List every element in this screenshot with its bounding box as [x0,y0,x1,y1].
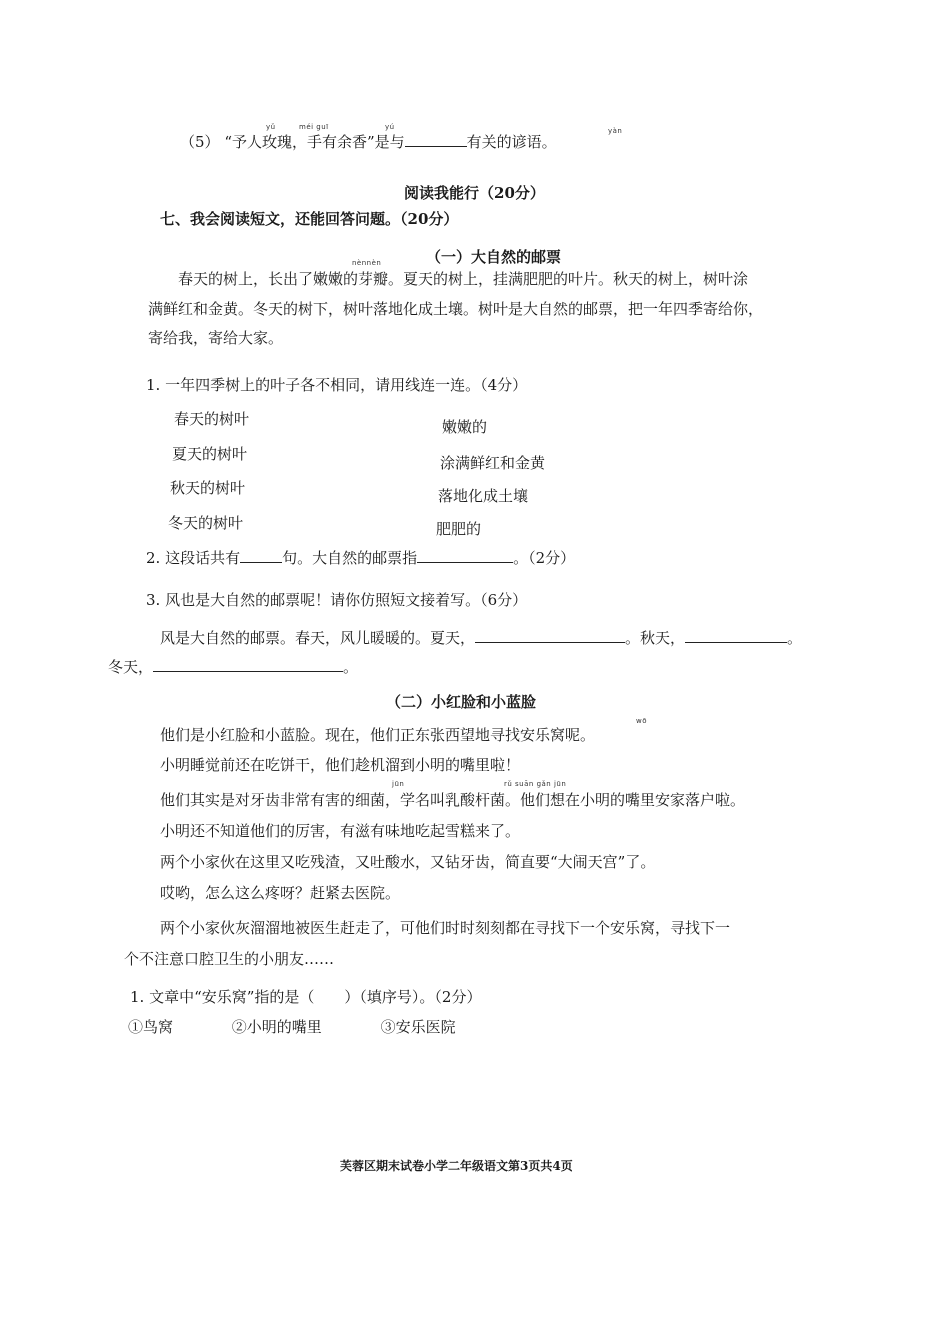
section-title: 阅读我能行（20分） [404,184,545,202]
writing-line [108,656,358,677]
question-text: 2. 这段话共有 [146,549,241,567]
answer-blank[interactable] [685,628,787,643]
pinyin: wō [636,717,648,725]
answer-blank[interactable] [417,548,513,563]
passage-line: 哎哟，怎么这么疼呀？赶紧去医院。 [160,884,401,902]
question-number: （5） [180,133,220,151]
question-text: “予人玫瑰，手有余香”是与 [224,133,405,151]
answer-blank[interactable] [405,132,467,147]
passage-line: 小明睡觉前还在吃饼干，他们趁机溜到小明的嘴里啦！ [160,756,521,774]
answer-blank[interactable] [475,628,625,643]
match-right-item[interactable]: 肥肥的 [436,520,482,538]
question-5 [180,123,623,152]
match-right-item[interactable]: 嫩嫩的 [442,418,488,436]
question-text: 。 [343,658,359,676]
passage-title: （二）小红脸和小蓝脸 [386,693,537,711]
answer-blank[interactable] [153,657,343,672]
passage-line: 他们其实是对牙齿非常有害的细菌，学名叫乳酸杆菌。他们想在小明的嘴里安家落户啦。 [160,791,746,809]
pinyin: yàn [608,127,623,135]
choice-option[interactable]: ③安乐医院 [380,1018,456,1036]
passage-line: 他们是小红脸和小蓝脸。现在，他们正东张西望地寻找安乐窝呢。 [160,726,596,744]
passage-line: 春天的树上，长出了嫩嫩的芽瓣。夏天的树上，挂满肥肥的叶片。秋天的树上，树叶涂 [178,270,749,288]
question-1: 1. 一年四季树上的叶子各不相同，请用线连一连。（4分） [146,376,528,394]
question-text: 风是大自然的邮票。春天，风儿暖暖的。夏天， [160,629,476,647]
choices [128,1016,456,1037]
pinyin: méi guī [299,123,329,131]
choice-option[interactable]: ①鸟窝 [128,1018,174,1036]
match-left-item[interactable]: 冬天的树叶 [168,514,244,532]
answer-blank[interactable] [240,548,282,563]
passage-line: 小明还不知道他们的厉害，有滋有味地吃起雪糕来了。 [160,822,521,840]
passage-line: 寄给我，寄给大家。 [148,329,284,347]
question-7-title: 七、我会阅读短文，还能回答问题。（20分） [160,210,459,228]
writing-line [160,627,802,648]
question-text: 冬天， [108,658,154,676]
match-right-item[interactable]: 落地化成土壤 [438,487,529,505]
question-text: 。 [787,629,803,647]
passage-line: 两个小家伙在这里又吃残渣，又吐酸水，又钻牙齿，简直要“大闹天宫”了。 [160,853,656,871]
pinyin: jūn [392,780,405,788]
question-text: 。（2分） [513,549,576,567]
choice-option[interactable]: ②小明的嘴里 [231,1018,322,1036]
passage-title: （一）大自然的邮票 [426,248,562,266]
pinyin: yú [385,123,395,131]
passage-line: 满鲜红和金黄。冬天的树下，树叶落地化成土壤。树叶是大自然的邮票，把一年四季寄给你， [148,300,764,318]
page-footer: 芙蓉区期末试卷小学二年级语文第3页共4页 [340,1159,573,1173]
match-left-item[interactable]: 春天的树叶 [174,410,250,428]
question-text: 。秋天， [625,629,686,647]
pinyin: yǔ [266,123,276,131]
question-2 [146,547,575,568]
question-1: 1. 文章中“安乐窝”指的是（ ）（填序号）。（2分） [130,988,482,1006]
question-text: 有关的谚语。 [466,133,557,151]
question-text: 句。大自然的邮票指 [282,549,418,567]
match-left-item[interactable]: 秋天的树叶 [170,479,246,497]
pinyin: nènnèn [352,259,382,267]
question-3: 3. 风也是大自然的邮票呢！请你仿照短文接着写。（6分） [146,591,528,609]
passage-line: 个不注意口腔卫生的小朋友…… [124,950,335,968]
match-left-item[interactable]: 夏天的树叶 [172,445,248,463]
match-right-item[interactable]: 涂满鲜红和金黄 [440,454,546,472]
passage-line: 两个小家伙灰溜溜地被医生赶走了，可他们时时刻刻都在寻找下一个安乐窝，寻找下一 [160,919,731,937]
pinyin: rǔ suān gǎn jūn [504,780,567,788]
